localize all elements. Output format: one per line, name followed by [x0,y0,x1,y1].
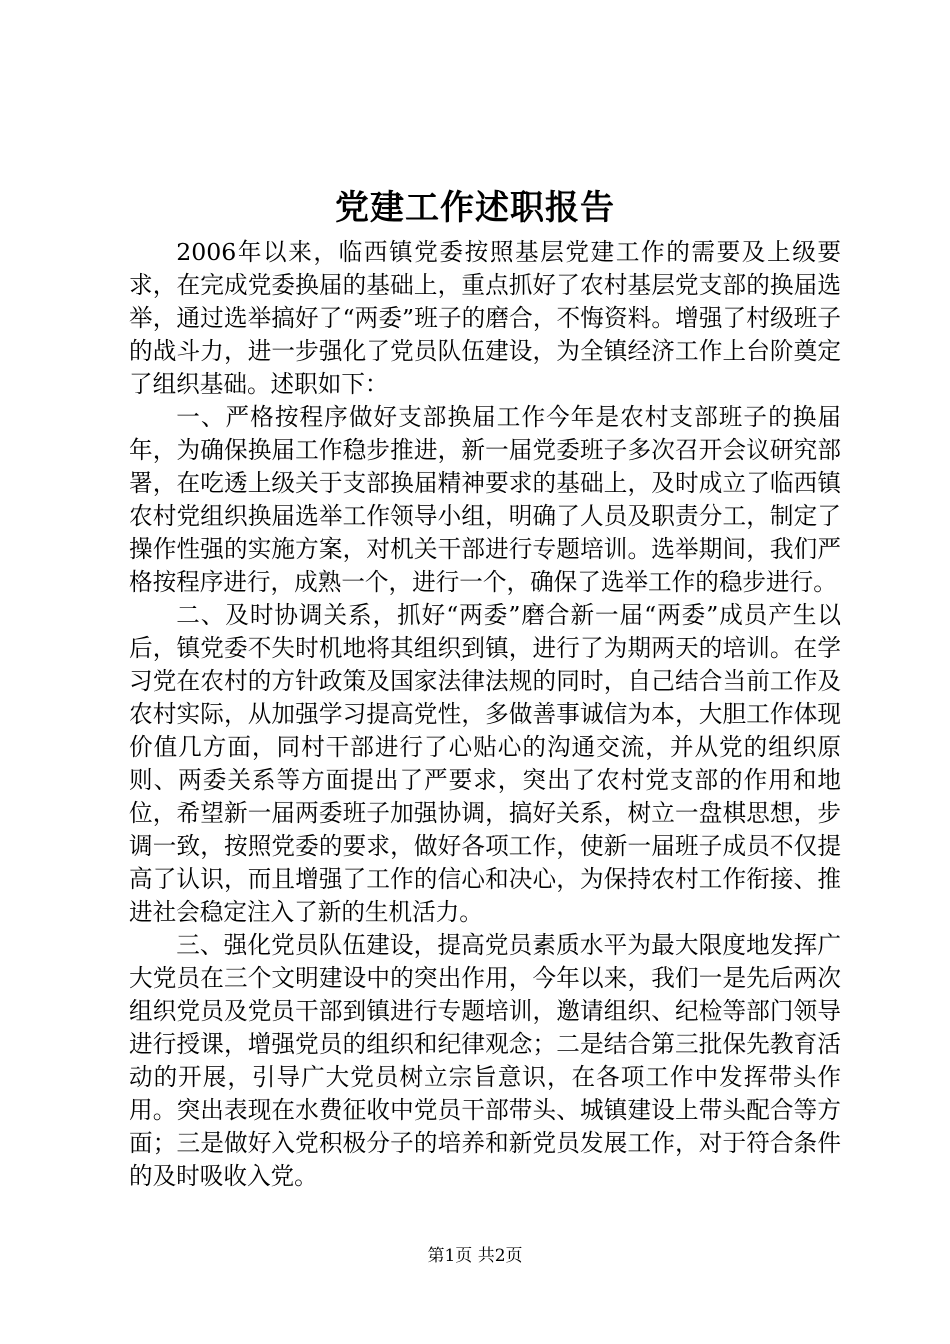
document-title: 党建工作述职报告 [335,188,615,228]
paragraph-section-3: 三、强化党员队伍建设，提高党员素质水平为最大限度地发挥广大党员在三个文明建设中的突出作用，今年以来，我们一是先后两次组织党员及党员干部到镇进行专题培训，邀请组织、纪检等部门领导进行授课，增强党员的组织和纪律观念；二是结合第三批保先教育活动的开展，引导广大党员树立宗旨意识，在各项工作中发挥带头作用。突出表现在水费征收中党员干部带头、城镇建设上带头配合等方面；三是做好入党积极分子的培养和新党员发展工作，对于符合条件的及时吸收入党。 [129,931,841,1190]
page-number-footer: 第1页 共2页 [427,1246,523,1266]
paragraph-section-1: 一、严格按程序做好支部换届工作今年是农村支部班子的换届年，为确保换届工作稳步推进，新一届党委班子多次召开会议研究部署，在吃透上级关于支部换届精神要求的基础上，及时成立了临西镇农村党组织换届选举工作领导小组，明确了人员及职责分工，制定了操作性强的实施方案，对机关干部进行专题培训。选举期间，我们严格按程序进行，成熟一个，进行一个，确保了选举工作的稳步进行。 [129,403,841,596]
paragraph-intro: 2006年以来，临西镇党委按照基层党建工作的需要及上级要求，在完成党委换届的基础上，重点抓好了农村基层党支部的换届选举，通过选举搞好了“两委”班子的磨合，不悔资料。增强了村级班子的战斗力，进一步强化了党员队伍建设，为全镇经济工作上台阶奠定了组织基础。述职如下： [129,238,841,398]
paragraph-section-2: 二、及时协调关系，抓好“两委”磨合新一届“两委”成员产生以后，镇党委不失时机地将其组织到镇，进行了为期两天的培训。在学习党在农村的方针政策及国家法律法规的同时，自己结合当前工作及农村实际，从加强学习提高党性，多做善事诚信为本，大胆工作体现价值几方面，同村干部进行了心贴心的沟通交流，并从党的组织原则、两委关系等方面提出了严要求，突出了农村党支部的作用和地位，希望新一届两委班子加强协调，搞好关系，树立一盘棋思想，步调一致，按照党委的要求，做好各项工作，使新一届班子成员不仅提高了认识，而且增强了工作的信心和决心，为保持农村工作衔接、推进社会稳定注入了新的生机活力。 [129,601,841,926]
document-body [129,236,841,1193]
